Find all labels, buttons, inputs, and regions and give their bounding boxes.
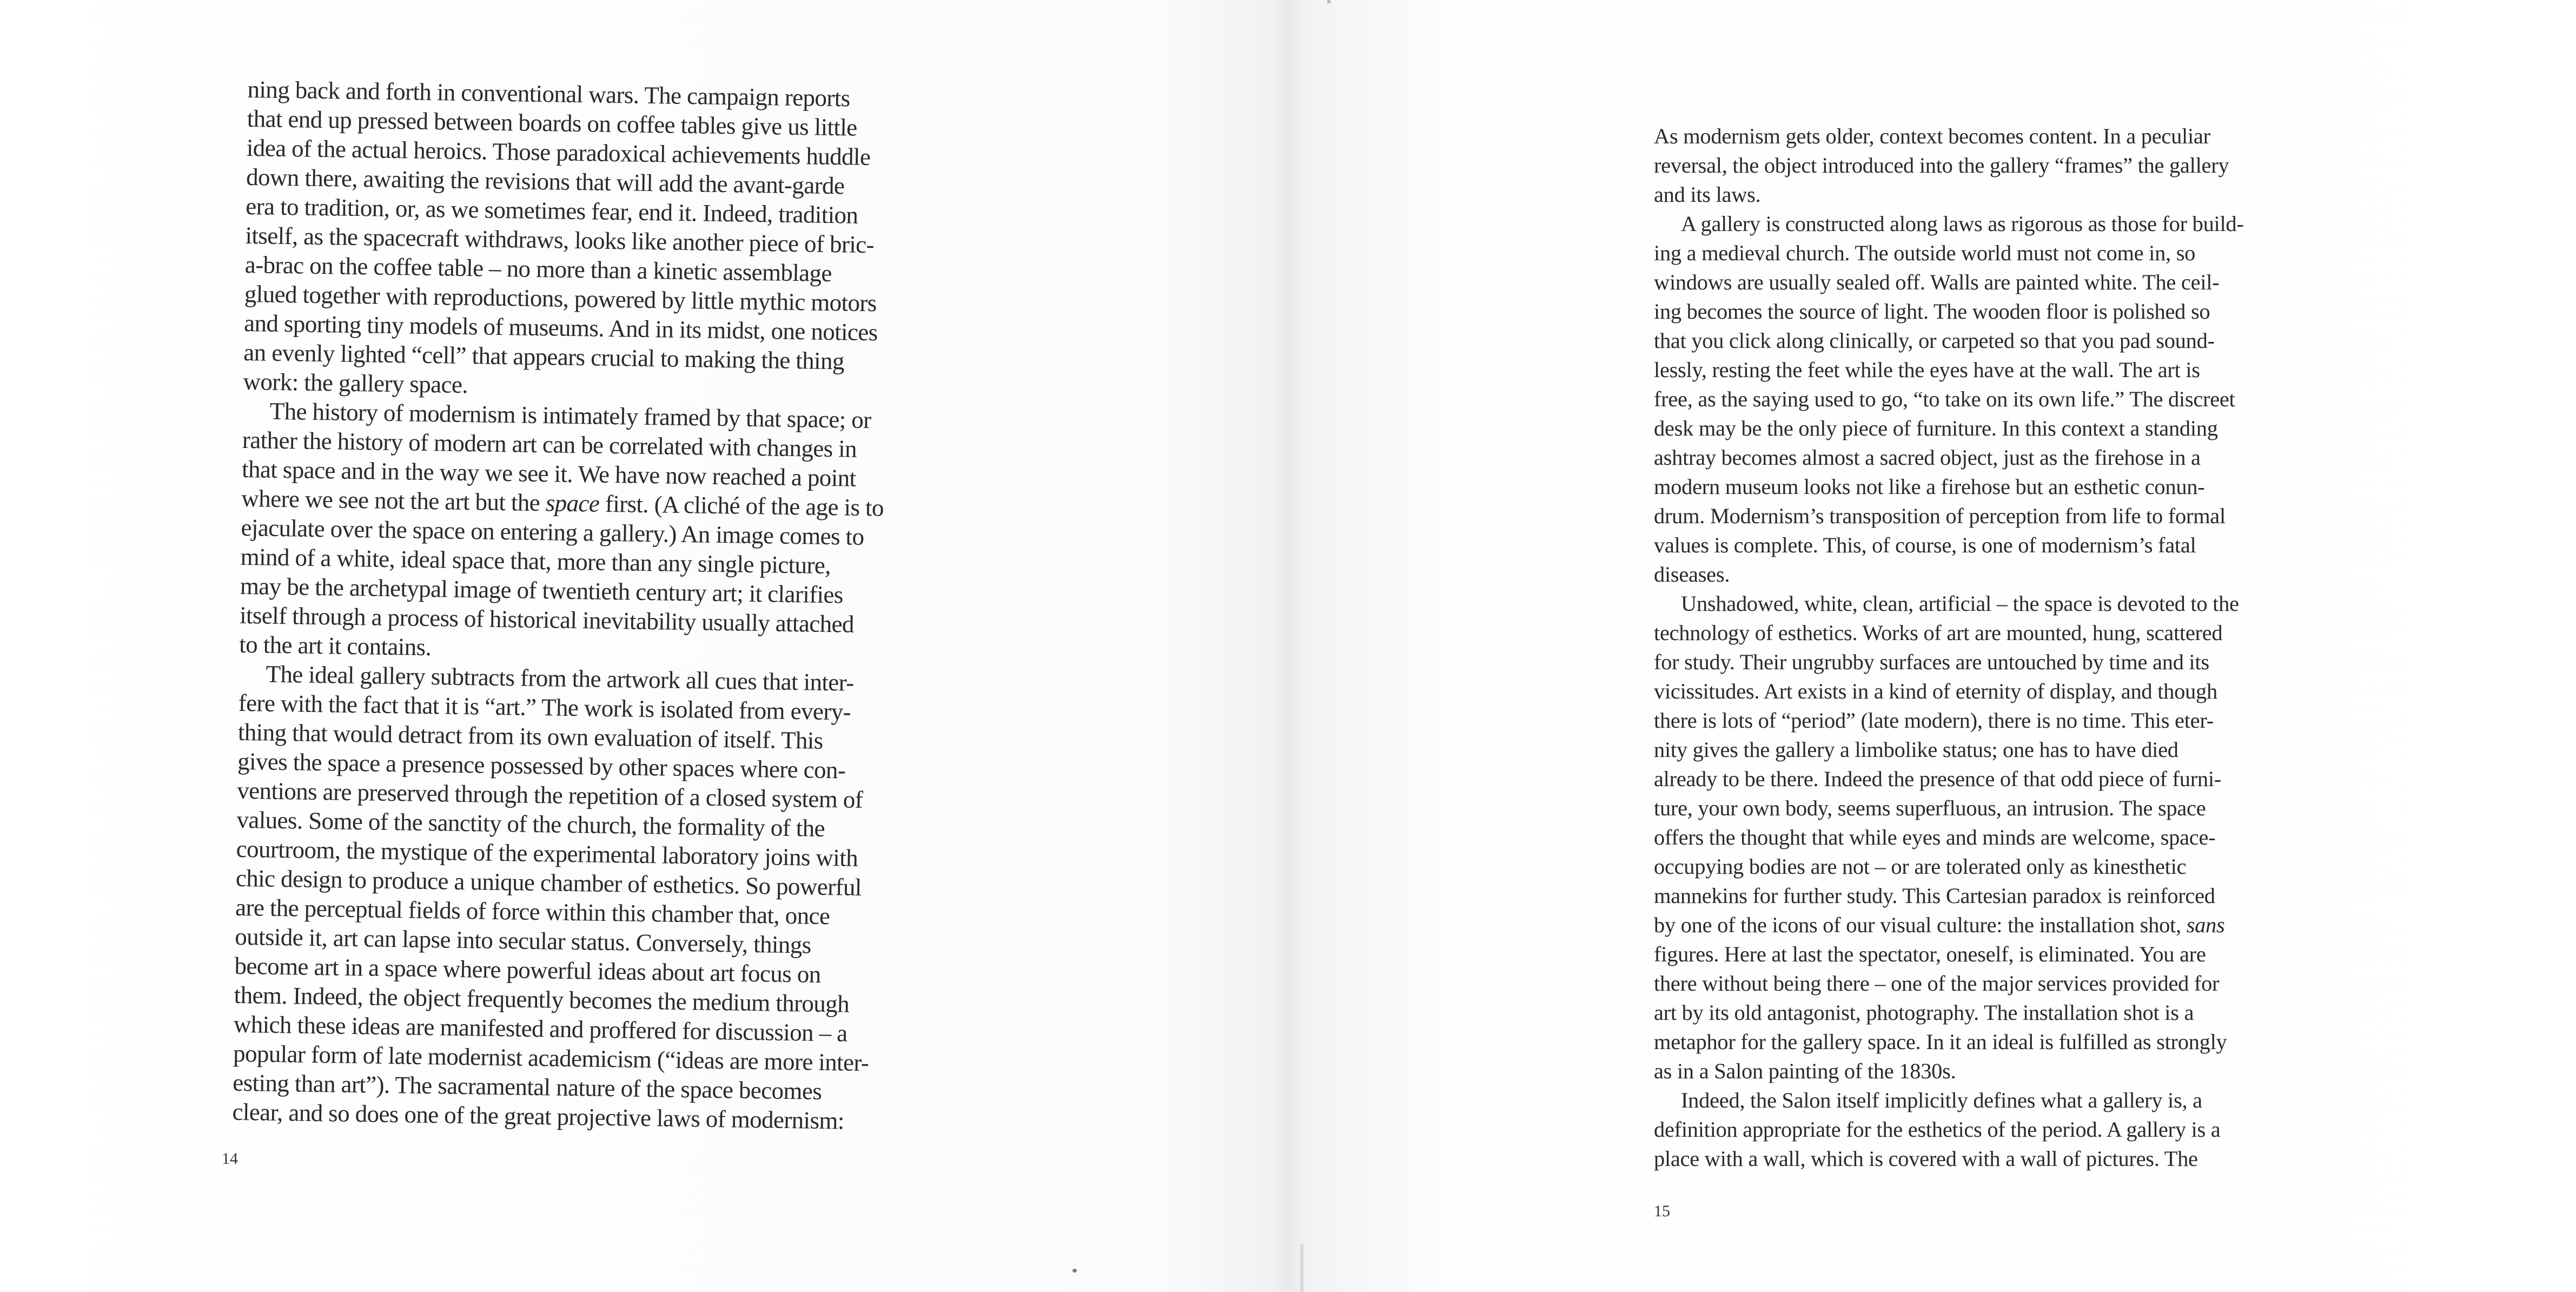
gutter-shadow: [1300, 1244, 1303, 1292]
text-line: nity gives the gallery a limbolike status; one has to have died: [1654, 737, 2178, 762]
text-line: figures. Here at last the spectator, oneself, is eliminated. You are: [1654, 942, 2206, 966]
left-page-text: [232, 75, 994, 1137]
text-line: idea of the actual heroics. Those paradoxical achievements huddle: [246, 134, 871, 171]
text-line: free, as the saying used to go, “to take on its own life.” The discreet: [1654, 387, 2235, 411]
text-line: esting than art”). The sacramental nature of the space becomes: [232, 1069, 822, 1105]
text-line: art by its old antagonist, photography. The installation shot is a: [1654, 1000, 2194, 1025]
text-line: already to be there. Indeed the presence of that odd piece of furni-: [1654, 767, 2221, 791]
text-line: A gallery is constructed along laws as rigorous as those for build-: [1681, 212, 2244, 236]
dust-speck: [1072, 1269, 1077, 1273]
text-line: them. Indeed, the object frequently becomes the medium through: [234, 981, 850, 1018]
text-line: that end up pressed between boards on coffee tables give us little: [247, 104, 858, 141]
text-line: drum. Modernism’s transposition of perception from life to formal: [1654, 504, 2226, 528]
text-line: work: the gallery space.: [243, 367, 468, 399]
text-line: As modernism gets older, context becomes content. In a peculiar: [1654, 124, 2210, 148]
text-line: courtroom, the mystique of the experimental laboratory joins with: [236, 835, 858, 872]
text-line: are the perceptual fields of force within this chamber that, once: [235, 893, 830, 930]
text-line: and sporting tiny models of museums. And in its midst, one notices: [243, 309, 878, 346]
right-page-text: [1654, 122, 2576, 1174]
text-line: vicissitudes. Art exists in a kind of eternity of display, and though: [1654, 679, 2217, 703]
text-line: diseases.: [1654, 562, 1730, 586]
text-line: ashtray becomes almost a sacred object, just as the firehose in a: [1654, 445, 2201, 470]
text-line: an evenly lighted “cell” that appears crucial to making the thing: [243, 338, 845, 375]
text-line: gives the space a presence possessed by other spaces where con-: [237, 747, 846, 784]
text-line: where we see not the art but the space first. (A cliché of the age is to: [241, 484, 884, 522]
text-line: definition appropriate for the esthetics of the period. A gallery is a: [1654, 1117, 2221, 1142]
text-line: values. Some of the sanctity of the church, the formality of the: [236, 806, 825, 842]
text-line: itself through a process of historical inevitability usually attached: [239, 601, 855, 638]
text-line: by one of the icons of our visual culture: the installation shot, sans: [1654, 913, 2225, 937]
text-line: The history of modernism is intimately framed by that space; or: [269, 397, 871, 434]
text-line: technology of esthetics. Works of art are mounted, hung, scattered: [1654, 621, 2223, 645]
text-line: ning back and forth in conventional wars. The campaign reports: [247, 75, 850, 112]
text-line: for study. Their ungrubby surfaces are untouched by time and its: [1654, 650, 2209, 674]
text-line: modern museum looks not like a firehose but an esthetic conun-: [1654, 474, 2205, 499]
text-line: reversal, the object introduced into the gallery “frames” the gallery: [1654, 153, 2229, 177]
text-line: chic design to produce a unique chamber of esthetics. So powerful: [235, 864, 862, 901]
text-line: become art in a space where powerful ideas about art focus on: [234, 952, 822, 988]
text-line: which these ideas are manifested and proffered for discussion – a: [233, 1010, 847, 1047]
text-line: to the art it contains.: [239, 630, 432, 661]
text-line: lessly, resting the feet while the eyes have at the wall. The art is: [1654, 358, 2200, 382]
right-page: [1288, 0, 2576, 1292]
text-line: mannekins for further study. This Cartesian paradox is reinforced: [1654, 884, 2215, 908]
text-line: ture, your own body, seems superfluous, an intrusion. The space: [1654, 796, 2206, 820]
text-line: as in a Salon painting of the 1830s.: [1654, 1059, 1956, 1083]
text-line: clear, and so does one of the great projective laws of modernism:: [232, 1098, 845, 1135]
text-line: values is complete. This, of course, is one of modernism’s fatal: [1654, 533, 2196, 557]
text-line: place with a wall, which is covered with a wall of pictures. The: [1654, 1146, 2198, 1171]
text-line: a-brac on the coffee table – no more than a kinetic assemblage: [244, 251, 832, 287]
text-line: fere with the fact that it is “art.” The work is isolated from every-: [238, 689, 851, 726]
text-line: occupying bodies are not – or are tolerated only as kinesthetic: [1654, 854, 2187, 879]
text-line: mind of a white, ideal space that, more than any single picture,: [240, 543, 831, 579]
text-line: ventions are preserved through the repetition of a closed system of: [237, 776, 863, 814]
text-line: that space and in the way we see it. We have now reached a point: [241, 455, 856, 492]
text-line: desk may be the only piece of furniture. In this context a standing: [1654, 416, 2218, 440]
text-line: Unshadowed, white, clean, artificial – the space is devoted to the: [1681, 591, 2239, 616]
text-line: that you click along clinically, or carpeted so that you pad sound-: [1654, 328, 2215, 353]
text-line: outside it, art can lapse into secular status. Conversely, things: [234, 922, 811, 959]
left-page-number: 14: [222, 1150, 238, 1168]
text-line: may be the archetypal image of twentieth century art; it clarifies: [240, 572, 844, 609]
text-line: windows are usually sealed off. Walls are painted white. The ceil-: [1654, 270, 2220, 294]
text-line: thing that would detract from its own evaluation of itself. This: [237, 718, 824, 754]
text-line: glued together with reproductions, powered by little mythic motors: [244, 280, 877, 317]
text-line: ejaculate over the space on entering a gallery.) An image comes to: [241, 513, 864, 550]
text-line: era to tradition, or, as we sometimes fear, end it. Indeed, tradition: [246, 192, 858, 229]
text-line: there without being there – one of the major services provided for: [1654, 971, 2220, 996]
text-line: down there, awaiting the revisions that will add the avant-garde: [246, 163, 845, 200]
text-line: and its laws.: [1654, 182, 1761, 207]
text-line: itself, as the spacecraft withdraws, looks like another piece of bric-: [245, 221, 875, 259]
text-line: ing becomes the source of light. The wooden floor is polished so: [1654, 299, 2210, 324]
text-line: ing a medieval church. The outside world must not come in, so: [1654, 241, 2196, 265]
text-line: there is lots of “period” (late modern), there is no time. This eter-: [1654, 708, 2214, 733]
right-page-number: 15: [1654, 1202, 1670, 1220]
text-line: metaphor for the gallery space. In it an ideal is fulfilled as strongly: [1654, 1030, 2227, 1054]
text-line: popular form of late modernist academicism (“ideas are more inter-: [233, 1039, 869, 1077]
text-line: The ideal gallery subtracts from the artwork all cues that inter-: [266, 660, 854, 696]
text-line: Indeed, the Salon itself implicitly defines what a gallery is, a: [1681, 1088, 2202, 1112]
text-line: rather the history of modern art can be correlated with changes in: [242, 426, 857, 463]
text-line: offers the thought that while eyes and minds are welcome, space-: [1654, 825, 2216, 849]
